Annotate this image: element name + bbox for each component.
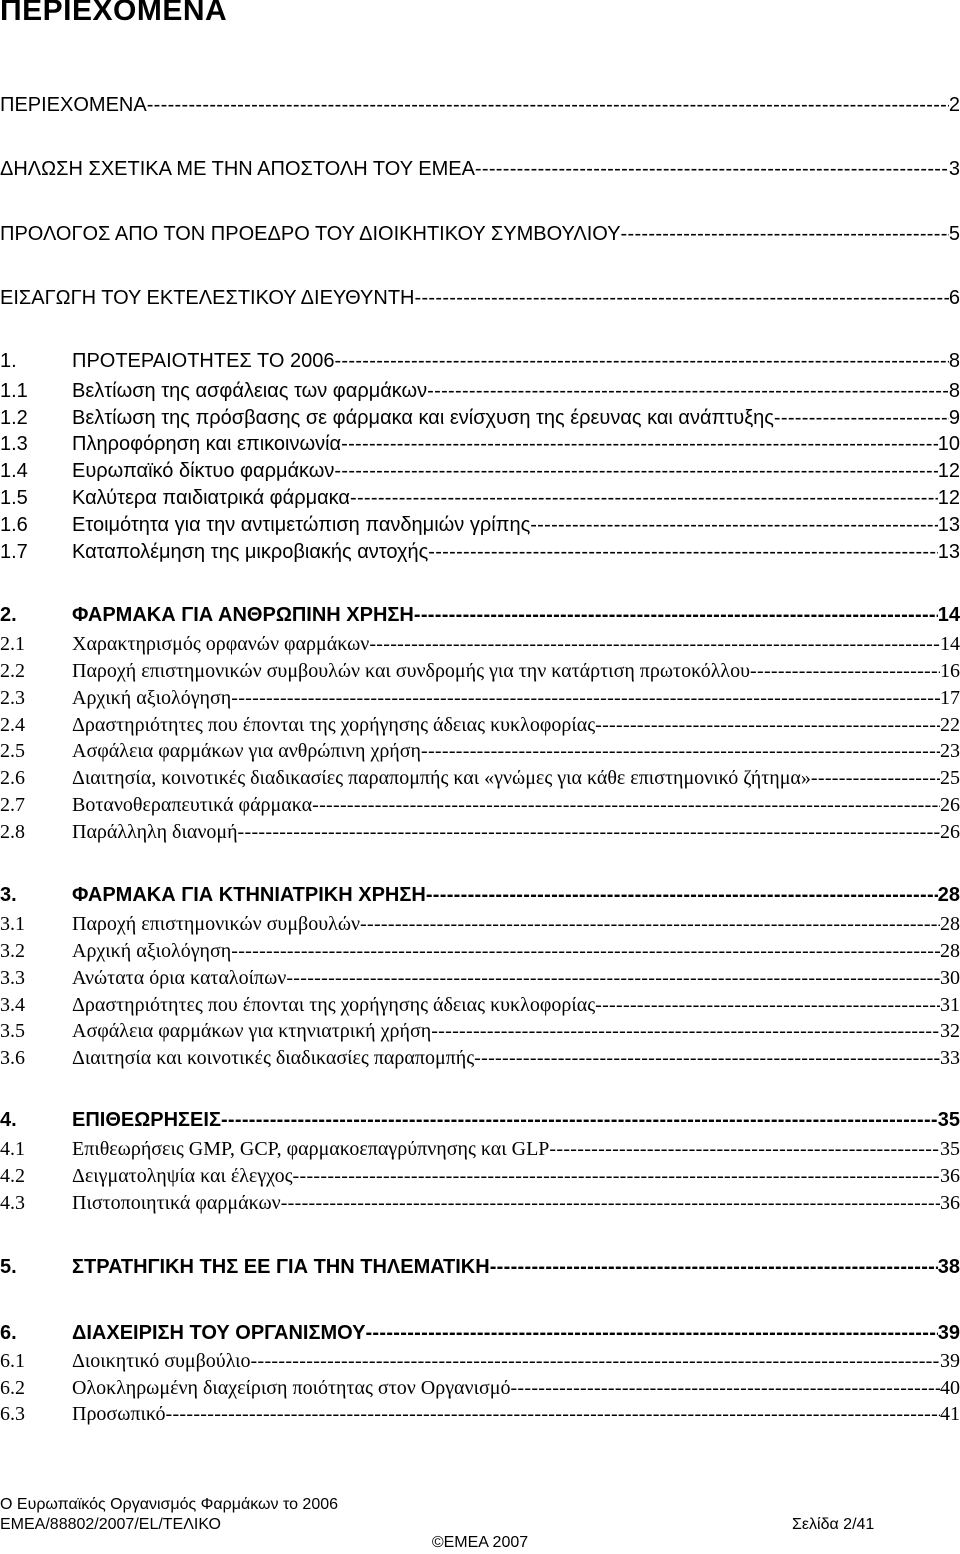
toc-entry-title: Βελτίωση της ασφάλειας των φαρμάκων	[72, 380, 428, 402]
toc-entry-title: Βοτανοθεραπευτικά φάρμακα	[72, 794, 313, 816]
toc-entry-number: 4.3	[0, 1192, 25, 1214]
toc-entry-number: 4.2	[0, 1165, 25, 1187]
toc-entry[interactable]	[0, 1165, 960, 1188]
toc-leader	[415, 287, 949, 310]
toc-entry[interactable]	[0, 1020, 960, 1043]
toc-entry-page: 28	[940, 913, 960, 935]
toc-entry-title: Ετοιμότητα για την αντιμετώπιση πανδημιών γρίπης	[72, 514, 531, 536]
toc-entry-page: 3	[948, 158, 960, 180]
toc-entry-number: 1.3	[0, 433, 28, 455]
toc-entry-title: ΔΗΛΩΣΗ ΣΧΕΤΙΚΑ ΜΕ ΤΗΝ ΑΠΟΣΤΟΛΗ ΤΟΥ ΕΜΕΑ	[0, 158, 475, 180]
toc-entry-number: 6.	[0, 1322, 17, 1344]
toc-entry-title: Προσωπικό	[72, 1403, 166, 1425]
toc-entry-page: 17	[940, 687, 960, 709]
toc-leader	[238, 821, 940, 844]
toc-entry-page: 23	[940, 740, 960, 762]
toc-entry-page: 12	[937, 460, 960, 482]
toc-entry[interactable]	[0, 1047, 960, 1070]
toc-entry-title: Πιστοποιητικά φαρμάκων	[72, 1192, 281, 1214]
toc-leader	[147, 94, 949, 117]
toc-entry-title: Ευρωπαϊκό δίκτυο φαρμάκων	[72, 460, 335, 482]
toc-leader	[281, 1192, 940, 1215]
toc-section-heading[interactable]	[0, 1322, 960, 1345]
toc-entry-page: 10	[937, 433, 960, 455]
toc-leader	[595, 994, 940, 1017]
toc-entry-number: 2.4	[0, 714, 25, 736]
toc-entry-number: 3.1	[0, 913, 25, 935]
toc-entry[interactable]	[0, 287, 960, 310]
toc-entry-page: 35	[940, 1138, 960, 1160]
toc-leader	[427, 380, 949, 403]
toc-entry-number: 4.1	[0, 1138, 25, 1160]
toc-leader	[475, 158, 949, 181]
toc-entry-number: 1.1	[0, 380, 28, 402]
toc-leader	[360, 913, 940, 936]
toc-entry-title: Καλύτερα παιδιατρικά φάρμακα	[72, 487, 350, 509]
toc-entry-title: Διοικητικό συμβούλιο	[72, 1350, 251, 1372]
toc-entry-number: 6.3	[0, 1403, 25, 1425]
toc-entry-page: 28	[940, 940, 960, 962]
toc-entry-title: Παράλληλη διανομή	[72, 821, 238, 843]
toc-entry-number: 6.1	[0, 1350, 25, 1372]
toc-leader	[369, 633, 940, 656]
toc-leader	[811, 767, 940, 790]
toc-entry[interactable]	[0, 821, 960, 844]
toc-leader	[428, 541, 938, 564]
toc-entry-title: Πληροφόρηση και επικοινωνία	[72, 433, 342, 455]
toc-entry-page: 13	[937, 541, 960, 563]
toc-section-heading[interactable]	[0, 1109, 960, 1132]
toc-section-heading[interactable]	[0, 884, 960, 907]
toc-entry-number: 3.	[0, 884, 17, 906]
toc-entry-number: 3.6	[0, 1047, 25, 1069]
toc-entry-title: Καταπολέμηση της μικροβιακής αντοχής	[72, 541, 429, 563]
toc-section-heading[interactable]	[0, 350, 960, 373]
toc-entry-page: 8	[948, 350, 960, 372]
toc-entry-title: Ολοκληρωμένη διαχείριση ποιότητας στον Οργανισμό	[72, 1377, 511, 1399]
toc-leader	[431, 1020, 940, 1043]
toc-entry[interactable]	[0, 687, 960, 710]
toc-leader	[334, 350, 948, 373]
toc-entry-number: 1.6	[0, 514, 28, 536]
toc-leader	[774, 407, 949, 430]
toc-entry[interactable]	[0, 94, 960, 117]
toc-entry-page: 16	[940, 660, 960, 682]
toc-entry[interactable]	[0, 660, 960, 683]
toc-leader	[414, 604, 938, 627]
toc-section-heading[interactable]	[0, 604, 960, 627]
toc-entry-number: 1.7	[0, 541, 28, 563]
toc-entry[interactable]	[0, 767, 960, 790]
toc-entry[interactable]	[0, 1192, 960, 1215]
toc-entry-page: 14	[937, 604, 960, 626]
toc-leader	[530, 514, 938, 537]
toc-entry-page: 38	[937, 1256, 960, 1278]
toc-entry-title: Ανώτατα όρια καταλοίπων	[72, 967, 287, 989]
toc-leader	[421, 740, 940, 763]
toc-entry-title: ΠΡΟΛΟΓΟΣ ΑΠΟ ΤΟΝ ΠΡΟΕΔΡΟ ΤΟΥ ΔΙΟΙΚΗΤΙΚΟΥ ΣΥΜΒΟΥΛΙΟΥ	[0, 223, 621, 245]
toc-entry-number: 1.2	[0, 407, 28, 429]
toc-entry-page: 39	[937, 1322, 960, 1344]
toc-entry-number: 2.	[0, 604, 17, 626]
toc-entry-number: 3.4	[0, 994, 25, 1016]
toc-leader	[251, 1350, 940, 1373]
toc-entry[interactable]	[0, 940, 960, 963]
toc-leader	[286, 967, 940, 990]
toc-entry-page: 35	[937, 1109, 960, 1131]
toc-entry[interactable]	[0, 913, 960, 936]
footer-org-line: Ο Ευρωπαϊκός Οργανισμός Φαρμάκων το 2006	[0, 1496, 339, 1513]
toc-leader	[231, 687, 940, 710]
toc-entry-number: 1.	[0, 350, 17, 372]
toc-entry-title: Διαιτησία και κοινοτικές διαδικασίες παραπομπής	[72, 1047, 475, 1069]
toc-entry-page: 22	[940, 714, 960, 736]
toc-entry-page: 36	[940, 1192, 960, 1214]
toc-entry-page: 8	[948, 380, 960, 402]
toc-entry[interactable]	[0, 1350, 960, 1373]
toc-entry-title: Δειγματοληψία και έλεγχος	[72, 1165, 293, 1187]
toc-entry-number: 3.2	[0, 940, 25, 962]
toc-entry[interactable]	[0, 714, 960, 737]
toc-entry[interactable]	[0, 1138, 960, 1161]
toc-entry-page: 41	[940, 1403, 960, 1425]
toc-entry-number: 2.6	[0, 767, 25, 789]
toc-entry[interactable]	[0, 740, 960, 763]
toc-entry-title: ΦΑΡΜΑΚΑ ΓΙΑ ΚΤΗΝΙΑΤΡΙΚΗ ΧΡΗΣΗ	[72, 884, 426, 906]
toc-entry-title: ΣΤΡΑΤΗΓΙΚΗ ΤΗΣ ΕΕ ΓΙΑ ΤΗΝ ΤΗΛΕΜΑΤΙΚΗ	[72, 1256, 490, 1278]
toc-entry-title: ΠΕΡΙΕΧΟΜΕΝΑ	[0, 94, 147, 116]
toc-entry-page: 32	[940, 1020, 960, 1042]
toc-entry-number: 6.2	[0, 1377, 25, 1399]
toc-leader	[750, 660, 940, 683]
toc-entry[interactable]	[0, 994, 960, 1017]
toc-leader	[312, 794, 940, 817]
toc-entry[interactable]	[0, 380, 960, 403]
toc-entry-title: Δραστηριότητες που έπονται της χορήγησης άδειας κυκλοφορίας	[72, 994, 596, 1016]
toc-entry-page: 39	[940, 1350, 960, 1372]
toc-leader	[365, 1322, 937, 1345]
footer-doc-ref: ΕΜΕΑ/88802/2007/EL/ΤΕΛΙΚΟ	[0, 1516, 221, 1533]
toc-entry-page: 36	[940, 1165, 960, 1187]
toc-leader	[341, 433, 938, 456]
toc-entry-title: Δραστηριότητες που έπονται της χορήγησης άδειας κυκλοφορίας	[72, 714, 596, 736]
toc-entry-page: 14	[940, 633, 960, 655]
toc-entry-page: 40	[940, 1377, 960, 1399]
toc-entry-page: 33	[940, 1047, 960, 1069]
toc-entry-title: ΦΑΡΜΑΚΑ ΓΙΑ ΑΝΘΡΩΠΙΝΗ ΧΡΗΣΗ	[72, 604, 414, 626]
toc-entry-page: 26	[940, 794, 960, 816]
toc-entry-page: 31	[940, 994, 960, 1016]
toc-entry-title: Βελτίωση της πρόσβασης σε φάρμακα και ενίσχυση της έρευνας και ανάπτυξης	[72, 407, 774, 429]
toc-entry-title: Επιθεωρήσεις GMP, GCP, φαρμακοεπαγρύπνησης και GLP	[72, 1138, 550, 1160]
toc-entry-title: Παροχή επιστημονικών συμβουλών	[72, 913, 361, 935]
toc-leader	[221, 1109, 938, 1132]
toc-entry-page: 30	[940, 967, 960, 989]
toc-entry-page: 26	[940, 821, 960, 843]
page-title: ΠΕΡΙΕΧΟΜΕΝΑ	[0, 0, 228, 27]
toc-entry-title: Αρχική αξιολόγηση	[72, 940, 232, 962]
toc-entry-page: 25	[940, 767, 960, 789]
toc-entry[interactable]	[0, 460, 960, 483]
toc-entry[interactable]	[0, 1377, 960, 1400]
toc-leader	[621, 223, 949, 246]
toc-leader	[549, 1138, 940, 1161]
toc-entry-page: 13	[937, 514, 960, 536]
toc-entry-page: 12	[937, 487, 960, 509]
toc-entry-title: ΔΙΑΧΕΙΡΙΣΗ ΤΟΥ ΟΡΓΑΝΙΣΜΟΥ	[72, 1322, 366, 1344]
toc-entry-number: 2.5	[0, 740, 25, 762]
toc-entry-page: 28	[937, 884, 960, 906]
toc-entry-page: 9	[948, 407, 960, 429]
toc-entry-number: 1.4	[0, 460, 28, 482]
toc-entry[interactable]	[0, 158, 960, 181]
toc-entry-title: ΕΙΣΑΓΩΓΗ ΤΟΥ ΕΚΤΕΛΕΣΤΙΚΟΥ ΔΙΕΥΘΥΝΤΗ	[0, 287, 415, 309]
toc-entry-page: 6	[948, 287, 960, 309]
toc-leader	[595, 714, 940, 737]
toc-entry-number: 2.3	[0, 687, 25, 709]
toc-entry[interactable]	[0, 633, 960, 656]
toc-entry-title: Διαιτησία, κοινοτικές διαδικασίες παραπομπής και «γνώμες για κάθε επιστημονικό ζήτημα»	[72, 767, 811, 789]
toc-entry[interactable]	[0, 1403, 960, 1426]
toc-entry[interactable]	[0, 541, 960, 564]
toc-leader	[474, 1047, 940, 1070]
toc-entry[interactable]	[0, 514, 960, 537]
toc-entry-title: Χαρακτηρισμός ορφανών φαρμάκων	[72, 633, 370, 655]
toc-leader	[166, 1403, 941, 1426]
toc-entry-number: 2.2	[0, 660, 25, 682]
toc-entry-page: 2	[948, 94, 960, 116]
toc-entry-title: Παροχή επιστημονικών συμβουλών και συνδρομής για την κατάρτιση πρωτοκόλλου	[72, 660, 751, 682]
toc-section-heading[interactable]	[0, 1256, 960, 1279]
toc-entry-title: Ασφάλεια φαρμάκων για κτηνιατρική χρήση	[72, 1020, 432, 1042]
toc-entry-number: 2.1	[0, 633, 25, 655]
toc-entry-title: ΠΡΟΤΕΡΑΙΟΤΗΤΕΣ ΤΟ 2006	[72, 350, 335, 372]
toc-leader	[231, 940, 940, 963]
toc-entry-number: 1.5	[0, 487, 28, 509]
toc-leader	[510, 1377, 940, 1400]
toc-entry-number: 2.8	[0, 821, 25, 843]
footer-page-number: Σελίδα 2/41	[792, 1516, 875, 1533]
toc-leader	[490, 1256, 938, 1279]
footer-copyright: ©ΕΜΕΑ 2007	[431, 1534, 529, 1551]
toc-entry-number: 2.7	[0, 794, 25, 816]
toc-entry-title: Αρχική αξιολόγηση	[72, 687, 232, 709]
toc-entry-number: 3.5	[0, 1020, 25, 1042]
toc-entry[interactable]	[0, 967, 960, 990]
toc-entry[interactable]	[0, 794, 960, 817]
toc-entry-number: 5.	[0, 1256, 17, 1278]
toc-leader	[334, 460, 937, 483]
toc-leader	[293, 1165, 940, 1188]
toc-leader	[426, 884, 938, 907]
toc-entry[interactable]	[0, 487, 960, 510]
toc-leader	[350, 487, 938, 510]
toc-entry-title: ΕΠΙΘΕΩΡΗΣΕΙΣ	[72, 1109, 221, 1131]
toc-entry-number: 4.	[0, 1109, 17, 1131]
toc-entry-page: 5	[948, 223, 960, 245]
toc-entry[interactable]	[0, 407, 960, 430]
toc-entry-number: 3.3	[0, 967, 25, 989]
toc-entry[interactable]	[0, 433, 960, 456]
toc-entry-title: Ασφάλεια φαρμάκων για ανθρώπινη χρήση	[72, 740, 421, 762]
toc-entry[interactable]	[0, 223, 960, 246]
